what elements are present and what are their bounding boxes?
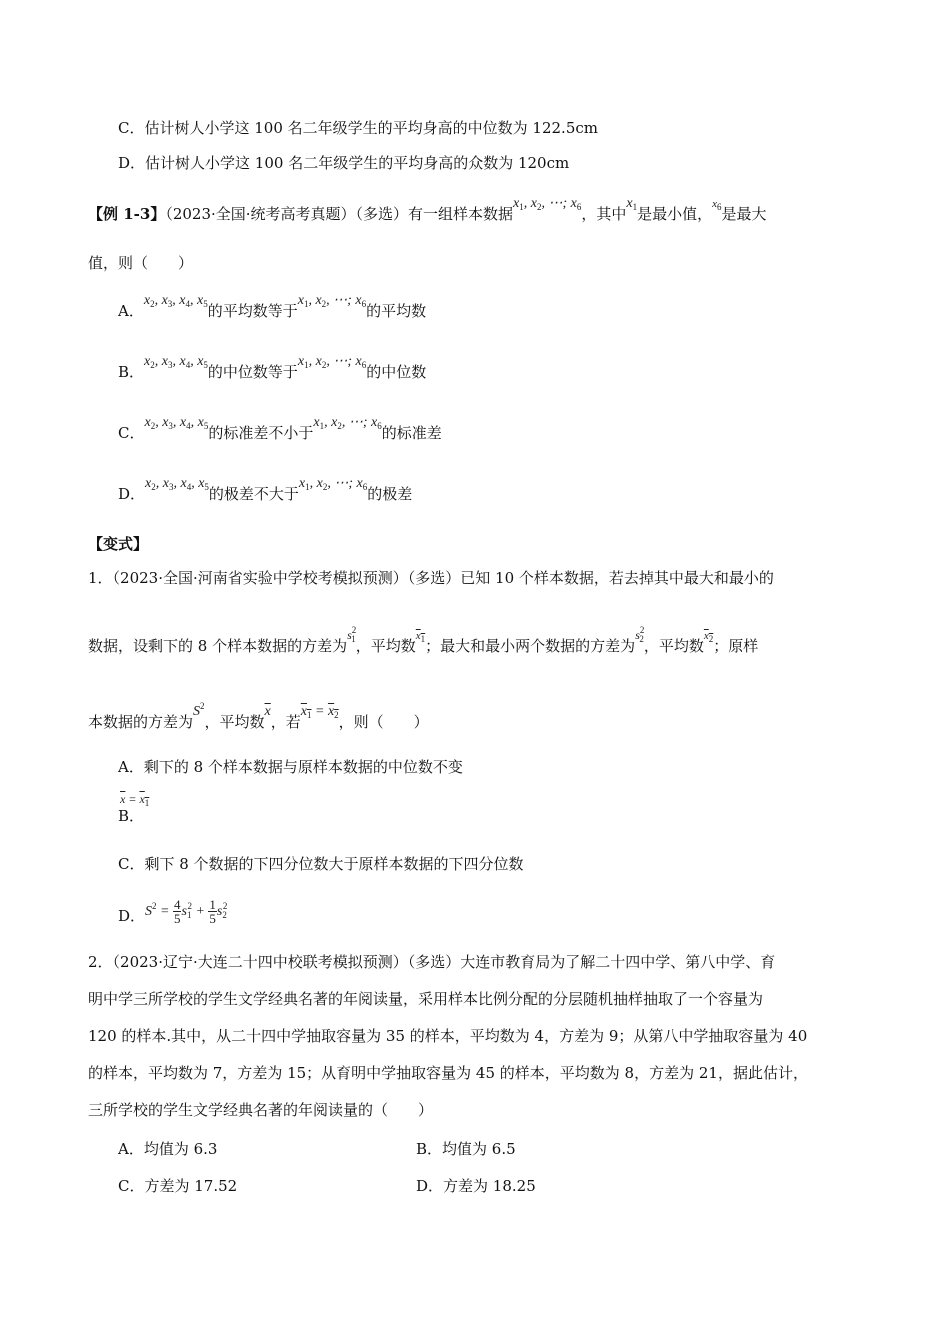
variant-q1-option-d: D．$S^2$ = $\frac{4}{5}$ $s_1^2$ + $\frac{1}{5}$ $s_2^2$ [118,897,228,927]
formula-x2-to-x5: $x_2$, $x_3$, $x_4$, $x_5$ [144,415,209,431]
formula-x6: x6 [712,198,722,212]
formula-s1-squared: s21 [347,625,357,644]
variant-q1-option-b: B．$^{\overline{x} = x_1}$ [118,792,150,825]
formula-x1-to-x6: $x_1$, $x_2$, ⋯; $x_6$ [297,354,367,370]
example-source: （2023·全国·统考高考真题）（多选）有一组样本数据 [165,205,514,223]
variant-q1-option-a: A．剩下的 8 个样本数据与原样本数据的中位数不变 [118,758,463,776]
formula-x2-bar: x2 [703,630,714,644]
formula-weighted-variance: $S^2$ = $\frac{4}{5}$ $s_1^2$ + $\frac{1}{5}$ $s_2^2$ [145,897,228,927]
example-1-3-stem-cont: 值，则（ ） [88,254,194,272]
formula-x1-bar: x1 [415,630,426,644]
variant-q1-stem: 1．（2023·全国·河南省实验中学校考模拟预测）（多选）已知 10 个样本数据，若去掉其中最大和最小的 [88,569,774,587]
variant-heading: 【变式】 [88,535,149,553]
variant-q2-stem-1: 2．（2023·辽宁·大连二十四中校联考模拟预测）（多选）大连市教育局为了解二十四中学、第八中学、育 [88,953,776,971]
formula-x2-to-x5: $x_2$, $x_3$, $x_4$, $x_5$ [145,476,209,492]
variant-q1-stem-3: 本数据的方差为$S^2$，平均数$\overline{x}$，若$x_1 = x_2$，则（ ） [88,701,429,731]
formula-x-bar: $\overline{x}$ [264,704,271,719]
variant-q2-stem-5: 三所学校的学生文学经典名著的年阅读量的（ ） [88,1101,434,1119]
formula-x1-to-x6: $x_1$, $x_2$, ⋯; $x_6$ [513,196,582,212]
formula-x2-to-x5: $x_2$, $x_3$, $x_4$, $x_5$ [143,293,208,309]
example-1-3-stem: 【例 1-3】（2023·全国·统考高考真题）（多选）有一组样本数据$x_1$, $x_2$, ⋯; $x_6$，其中$x_1$是最小值，$^{x_6}$是最大 [88,196,767,223]
formula-S-squared: $S^2$ [193,701,205,719]
variant-q2-option-d: D．方差为 18.25 [416,1177,536,1195]
variant-q1-option-c: C．剩下 8 个数据的下四分位数大于原样本数据的下四分位数 [118,855,524,873]
variant-q1-stem-2: 数据，设剩下的 8 个样本数据的方差为$^{s^2_1}$，平均数$^{x_1}$；最大和最小两个数据的方差为$^{s^2_2}$，平均数$^{x_2}$；原样 [88,625,759,655]
formula-x1-to-x6: $x_1$, $x_2$, ⋯; $x_6$ [313,415,382,431]
variant-q2-stem-4: 的样本，平均数为 7，方差为 15；从育明中学抽取容量为 45 的样本，平均数为 8，方差为 21，据此估计， [88,1064,808,1082]
variant-q2-option-a: A．均值为 6.3 [118,1140,218,1158]
formula-x1bar-eq-x2bar: $x_1 = x_2$ [300,704,339,720]
example-option-a: A．$x_2$, $x_3$, $x_4$, $x_5$的平均数等于$x_1$, $x_2$, ⋯; $x_6$的平均数 [118,293,427,320]
example-option-b: B．$x_2$, $x_3$, $x_4$, $x_5$的中位数等于$x_1$, $x_2$, ⋯; $x_6$的中位数 [118,354,427,381]
formula-x1-to-x6: $x_1$, $x_2$, ⋯; $x_6$ [298,476,368,492]
formula-xbar-eq-x1bar: x = x1 [120,792,150,808]
formula-x1-to-x6: $x_1$, $x_2$, ⋯; $x_6$ [297,293,367,309]
formula-x1: $x_1$ [626,196,638,212]
example-option-c: C．$x_2$, $x_3$, $x_4$, $x_5$的标准差不小于$x_1$, $x_2$, ⋯; $x_6$的标准差 [118,415,442,442]
formula-s2-squared: s22 [635,625,645,644]
variant-q2-stem-3: 120 的样本.其中，从二十四中学抽取容量为 35 的样本，平均数为 4，方差为 9；从第八中学抽取容量为 40 [88,1027,808,1045]
prev-option-c: C．估计树人小学这 100 名二年级学生的平均身高的中位数为 122.5cm [118,119,598,137]
variant-q2-option-c: C．方差为 17.52 [118,1177,238,1195]
formula-x2-to-x5: $x_2$, $x_3$, $x_4$, $x_5$ [144,354,208,370]
example-option-d: D．$x_2$, $x_3$, $x_4$, $x_5$的极差不大于$x_1$, $x_2$, ⋯; $x_6$的极差 [118,476,413,503]
example-label: 【例 1-3】 [88,205,166,223]
variant-q2-stem-2: 明中学三所学校的学生文学经典名著的年阅读量，采用样本比例分配的分层随机抽样抽取了一个容量为 [88,990,764,1008]
prev-option-d: D．估计树人小学这 100 名二年级学生的平均身高的众数为 120cm [118,154,570,172]
variant-q2-option-b: B．均值为 6.5 [416,1140,516,1158]
